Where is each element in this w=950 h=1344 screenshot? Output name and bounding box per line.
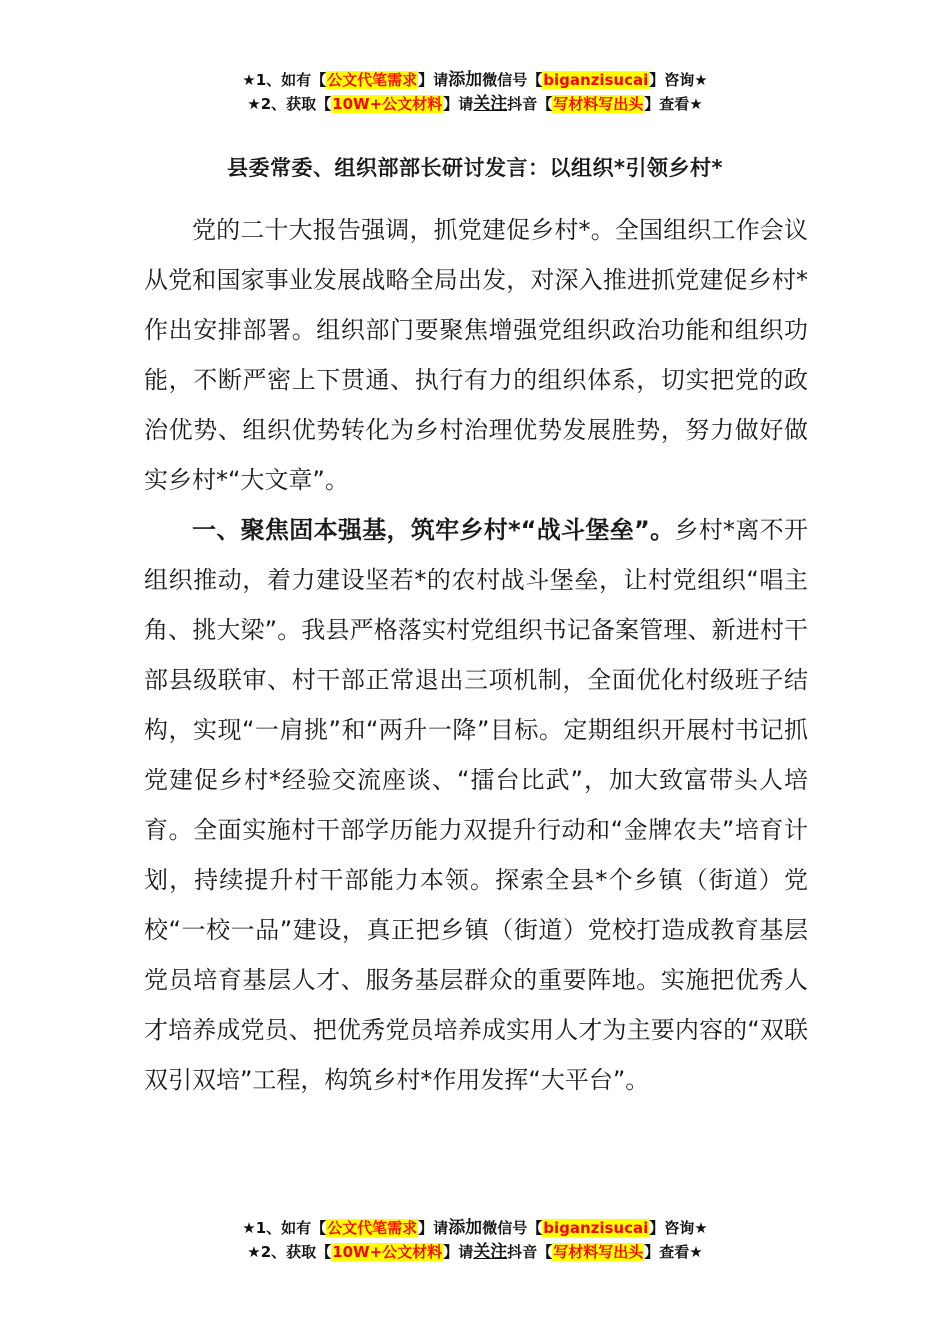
document-title: 县委常委、组织部部长研讨发言：以组织*引领乡村* bbox=[227, 156, 723, 180]
footer-ad-line-2: ★2、获取【10W+公文材料】请关注抖音【写材料写出头】查看★ bbox=[247, 1242, 703, 1262]
header-ad-line-1: ★1、如有【公文代笔需求】请添加微信号【biganzisucai】咨询★ bbox=[242, 70, 708, 90]
ad-highlight-douyin-account: 写材料写出头 bbox=[553, 95, 644, 113]
ad-highlight-douyin-account: 写材料写出头 bbox=[553, 1243, 644, 1261]
ad-highlight-service: 公文代笔需求 bbox=[327, 1219, 418, 1237]
ad-highlight-service: 公文代笔需求 bbox=[327, 71, 418, 89]
ad-highlight-materials: 10W+公文材料 bbox=[332, 1243, 443, 1261]
intro-paragraph: 党的二十大报告强调，抓党建促乡村*。全国组织工作会议从党和国家事业发展战略全局出发，对深入推进抓党建促乡村*作出安排部署。组织部门要聚焦增强党组织政治功能和组织功能，不断严密上下贯通、执行有力的组织体系，切实把党的政治优势、组织优势转化为乡村治理优势发展胜势，努力做好做实乡村*“大文章”。 bbox=[144, 216, 808, 494]
ad-highlight-materials: 10W+公文材料 bbox=[332, 95, 443, 113]
header-ad-banner bbox=[0, 68, 950, 116]
section-1-paragraph bbox=[144, 505, 808, 1105]
document-body bbox=[144, 205, 808, 1105]
ad-highlight-wechat-id: biganzisucai bbox=[543, 1219, 649, 1237]
footer-ad-banner bbox=[0, 1216, 950, 1264]
section-1-body: 乡村*离不开组织推动，着力建设坚若*的农村战斗堡垒，让村党组织“唱主角、挑大梁”。我县严格落实村党组织书记备案管理、新进村干部县级联审、村干部正常退出三项机制，全面优化村级班子结构，实现“一肩挑”和“两升一降”目标。定期组织开展村书记抓党建促乡村*经验交流座谈、“擂台比武”，加大致富带头人培育。全面实施村干部学历能力双提升行动和“金牌农夫”培育计划，持续提升村干部能力本领。探索全县*个乡镇（街道）党校“一校一品”建设，真正把乡镇（街道）党校打造成教育基层党员培育基层人才、服务基层群众的重要阵地。实施把优秀人才培养成党员、把优秀党员培养成实用人才为主要内容的“双联双引双培”工程，构筑乡村*作用发挥“大平台”。 bbox=[144, 516, 808, 1094]
footer-ad-line-1: ★1、如有【公文代笔需求】请添加微信号【biganzisucai】咨询★ bbox=[242, 1218, 708, 1238]
section-1-heading: 一、聚焦固本强基，筑牢乡村*“战斗堡垒”。 bbox=[192, 516, 675, 544]
ad-highlight-wechat-id: biganzisucai bbox=[543, 71, 649, 89]
header-ad-line-2: ★2、获取【10W+公文材料】请关注抖音【写材料写出头】查看★ bbox=[247, 94, 703, 114]
